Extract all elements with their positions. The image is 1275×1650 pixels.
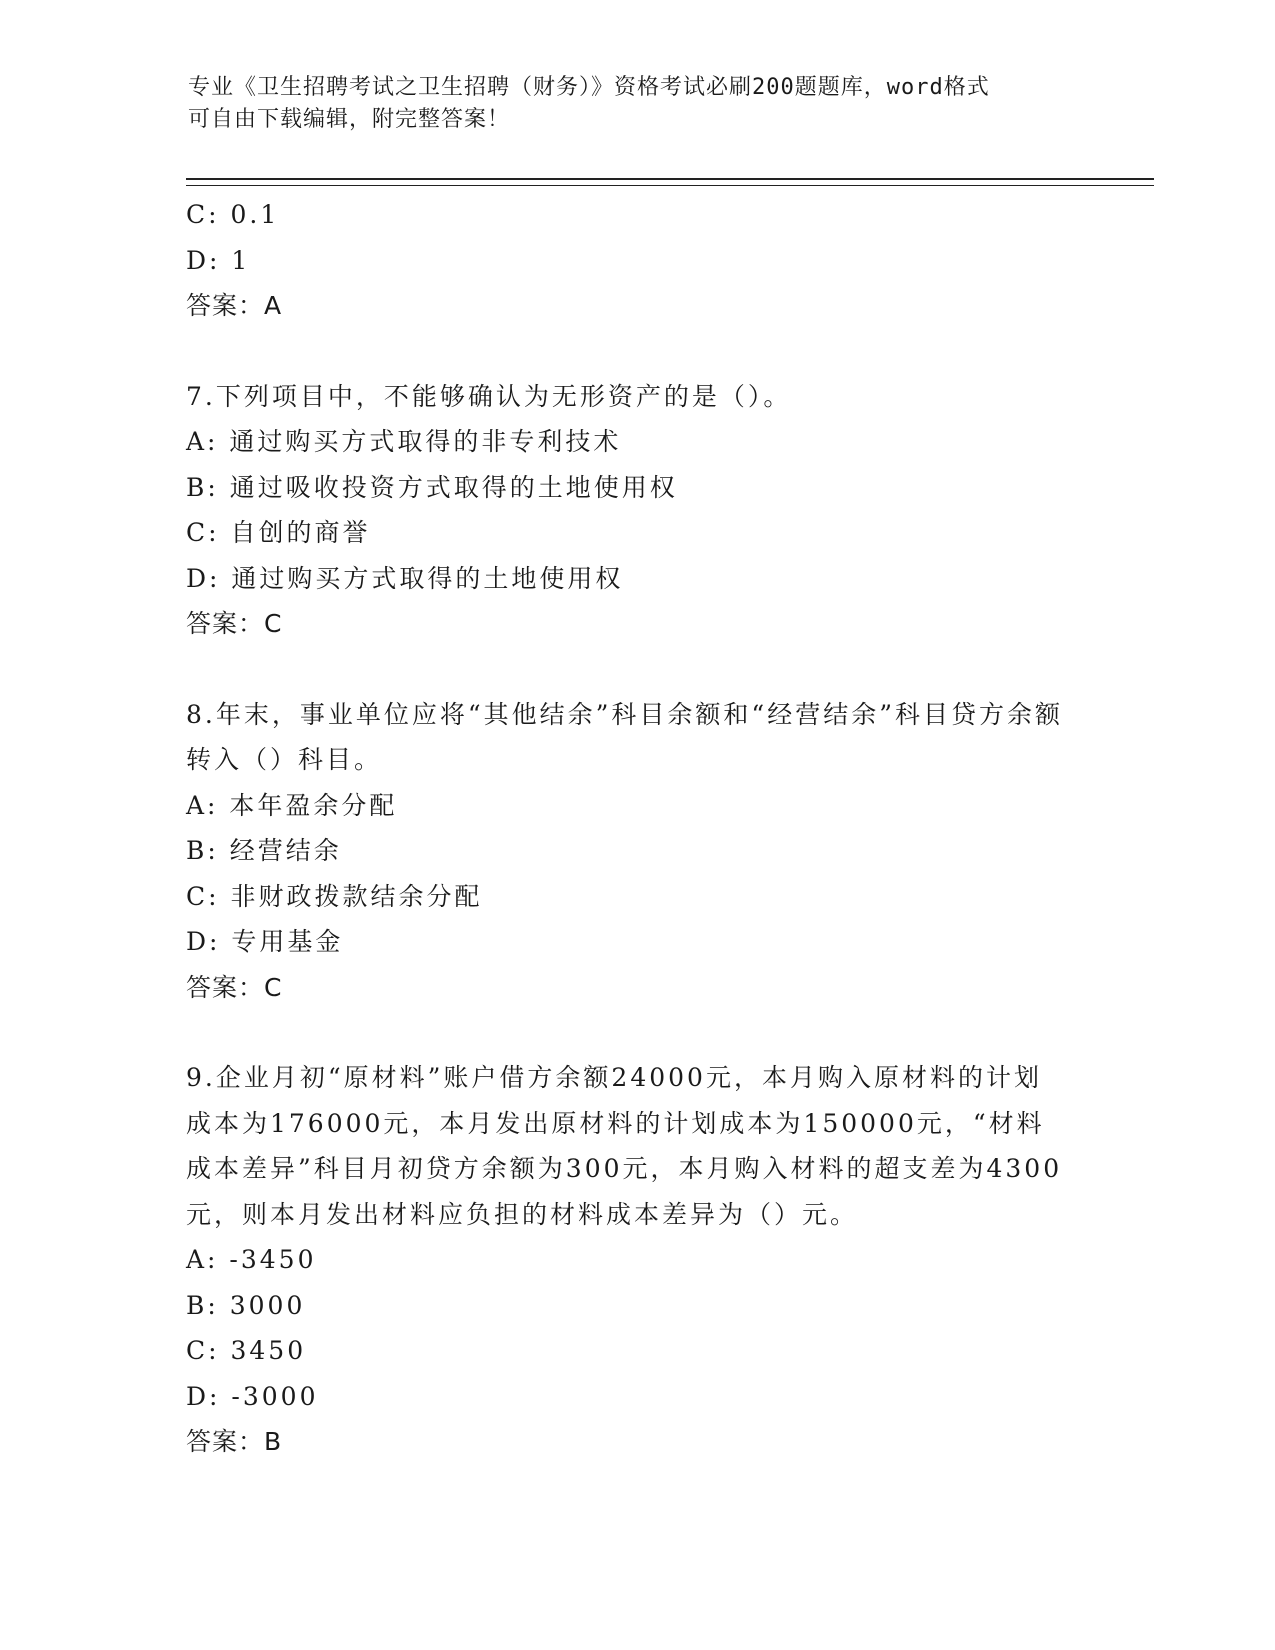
- document-body: [186, 192, 1066, 1465]
- option-a: A: 本年盈余分配: [186, 790, 398, 820]
- option-c: C: 0.1: [186, 200, 280, 229]
- header-line-1: 专业《卫生招聘考试之卫生招聘（财务）》资格考试必刷200题题库，word格式: [188, 75, 990, 100]
- option-c: C: 自创的商誉: [186, 518, 371, 547]
- spacer: [186, 329, 1066, 374]
- answer-line: 答案：B: [186, 1427, 283, 1456]
- answer-line: 答案：A: [186, 291, 283, 320]
- spacer: [186, 647, 1066, 692]
- question-text: 9.企业月初“原材料”账户借方余额24000元，本月购入原材料的计划成本为176000元，本月发出原材料的计划成本为150000元，“材料成本差异”科目月初贷方余额为300元，本月购入材料的超支差为4300元，则本月发出材料应负担的材料成本差异为（）元。: [186, 1063, 1063, 1229]
- header-line-2: 可自由下载编辑，附完整答案！: [188, 107, 511, 132]
- option-a: A: -3450: [186, 1245, 317, 1274]
- option-d: D: 1: [186, 245, 251, 275]
- option-b: B: 经营结余: [186, 836, 342, 865]
- question-text: 8.年末，事业单位应将“其他结余”科目余额和“经营结余”科目贷方余额转入（）科目。: [186, 699, 1063, 774]
- header-divider: [186, 178, 1154, 186]
- question-8: [186, 692, 1066, 1011]
- option-d: D: 专用基金: [186, 927, 344, 956]
- option-c: C: 非财政拨款结余分配: [186, 881, 483, 911]
- option-d: D: 通过购买方式取得的土地使用权: [186, 563, 624, 593]
- option-b: B: 3000: [186, 1290, 306, 1320]
- question-7: [186, 374, 1066, 647]
- document-header: [188, 72, 1088, 136]
- spacer: [186, 1010, 1066, 1055]
- option-c: C: 3450: [186, 1336, 307, 1365]
- previous-question-tail: [186, 192, 1066, 329]
- option-b: B: 通过吸收投资方式取得的土地使用权: [186, 472, 678, 502]
- option-d: D: -3000: [186, 1381, 319, 1411]
- question-9: [186, 1055, 1066, 1465]
- answer-line: 答案：C: [186, 609, 283, 638]
- option-a: A: 通过购买方式取得的非专利技术: [186, 427, 622, 456]
- answer-line: 答案：C: [186, 972, 283, 1002]
- question-text: 7.下列项目中，不能够确认为无形资产的是（）。: [186, 381, 792, 411]
